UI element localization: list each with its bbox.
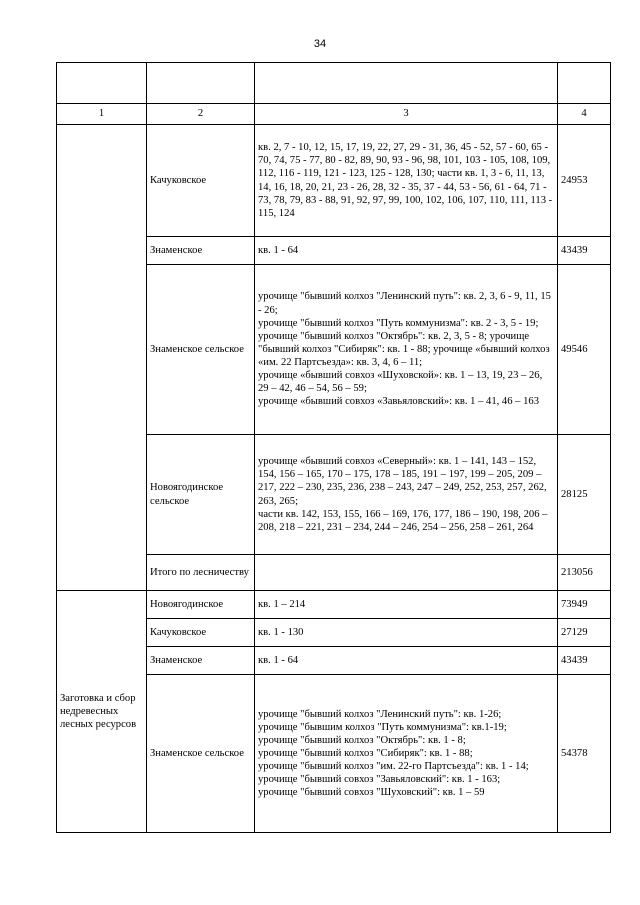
forestry-table (56, 62, 611, 833)
district-cell: Качуковское (147, 125, 255, 237)
area-cell: 24953 (558, 125, 611, 237)
table-row (57, 591, 611, 619)
district-cell: Знаменское (147, 237, 255, 265)
area-cell: 43439 (558, 647, 611, 675)
district-cell: Знаменское сельское (147, 675, 255, 833)
quarters-cell: кв. 1 - 130 (255, 619, 558, 647)
column-number-row (57, 104, 611, 125)
quarters-cell (255, 555, 558, 591)
district-cell: Новоягодинское (147, 591, 255, 619)
quarters-cell: кв. 2, 7 - 10, 12, 15, 17, 19, 22, 27, 29 - 31, 36, 45 - 52, 57 - 60, 65 - 70, 74, 75 - 77, 80 - 82, 89, 90, 93 - 96, 98, 101, 103 - 105, 108, 109, 112, 116 - 119, 121 - 123, 125 - 128, 130; части кв. 1, 3 - 6, 11, 13, 14, 16, 18, 20, 21, 23 - 26, 28, 32 - 35, 37 - 44, 53 - 56, 61 - 64, 71 - 73, 78, 79, 83 - 88, 91, 92, 97, 99, 100, 102, 106, 107, 110, 111, 113 - 115, 124 (255, 125, 558, 237)
table-row (57, 125, 611, 237)
district-cell: Новоягодинское сельское (147, 435, 255, 555)
quarters-cell: кв. 1 - 64 (255, 647, 558, 675)
district-cell: Итого по лесничеству (147, 555, 255, 591)
header-cell (255, 63, 558, 104)
quarters-cell: урочище "бывший колхоз "Ленинский путь": кв. 1-26; урочище "бывшим колхоз "Путь коммунизма": кв.1-19; урочище "бывший колхоз "Октябрь": кв. 1 - 8; урочище "бывший колхоз "Сибиряк": кв. 1 - 88; урочище "бывший колхоз "им. 22-го Партсъезда": кв. 1 - 14; урочище "бывший совхоз "Завьяловский": кв. 1 - 163; урочище "бывший совхоз "Шуховский": кв. 1 – 59 (255, 675, 558, 833)
district-cell: Качуковское (147, 619, 255, 647)
area-cell: 213056 (558, 555, 611, 591)
activity-cell: Заготовка и сбор недревесных лесных ресурсов (57, 591, 147, 833)
area-cell: 73949 (558, 591, 611, 619)
quarters-cell: кв. 1 – 214 (255, 591, 558, 619)
column-number: 2 (147, 104, 255, 125)
column-number: 3 (255, 104, 558, 125)
activity-cell (57, 125, 147, 591)
header-cell (147, 63, 255, 104)
quarters-cell: урочище "бывший колхоз "Ленинский путь": кв. 2, 3, 6 - 9, 11, 15 - 26; урочище "бывший колхоз "Путь коммунизма": кв. 2 - 3, 5 - 19; урочище "бывший колхоз "Октябрь": кв. 2, 3, 5 - 8; урочище "бывший колхоз "Сибиряк": кв. 1 - 88; урочище «бывший колхоз «им. 22 Партсъезда»: кв. 3, 4, 6 – 11; урочище «бывший совхоз «Шуховской»: кв. 1 – 13, 19, 23 – 26, 29 – 42, 46 – 54, 56 – 59; урочище «бывший совхоз «Завьяловский»: кв. 1 – 41, 46 – 163 (255, 265, 558, 435)
area-cell: 28125 (558, 435, 611, 555)
quarters-cell: урочище «бывший совхоз «Северный»: кв. 1 – 141, 143 – 152, 154, 156 – 165, 170 – 175, 178 – 185, 191 – 197, 199 – 205, 209 – 217, 222 – 230, 235, 236, 238 – 243, 247 – 249, 252, 253, 257, 262, 263, 265; части кв. 142, 153, 155, 166 – 169, 176, 177, 186 – 190, 198, 206 – 208, 218 – 221, 231 – 234, 244 – 246, 254 – 256, 258 – 261, 264 (255, 435, 558, 555)
column-number: 4 (558, 104, 611, 125)
page-number: 34 (313, 38, 327, 50)
district-cell: Знаменское сельское (147, 265, 255, 435)
header-cell (57, 63, 147, 104)
area-cell: 27129 (558, 619, 611, 647)
area-cell: 49546 (558, 265, 611, 435)
district-cell: Знаменское (147, 647, 255, 675)
quarters-cell: кв. 1 - 64 (255, 237, 558, 265)
area-cell: 54378 (558, 675, 611, 833)
header-cell (558, 63, 611, 104)
table-header-row (57, 63, 611, 104)
area-cell: 43439 (558, 237, 611, 265)
column-number: 1 (57, 104, 147, 125)
